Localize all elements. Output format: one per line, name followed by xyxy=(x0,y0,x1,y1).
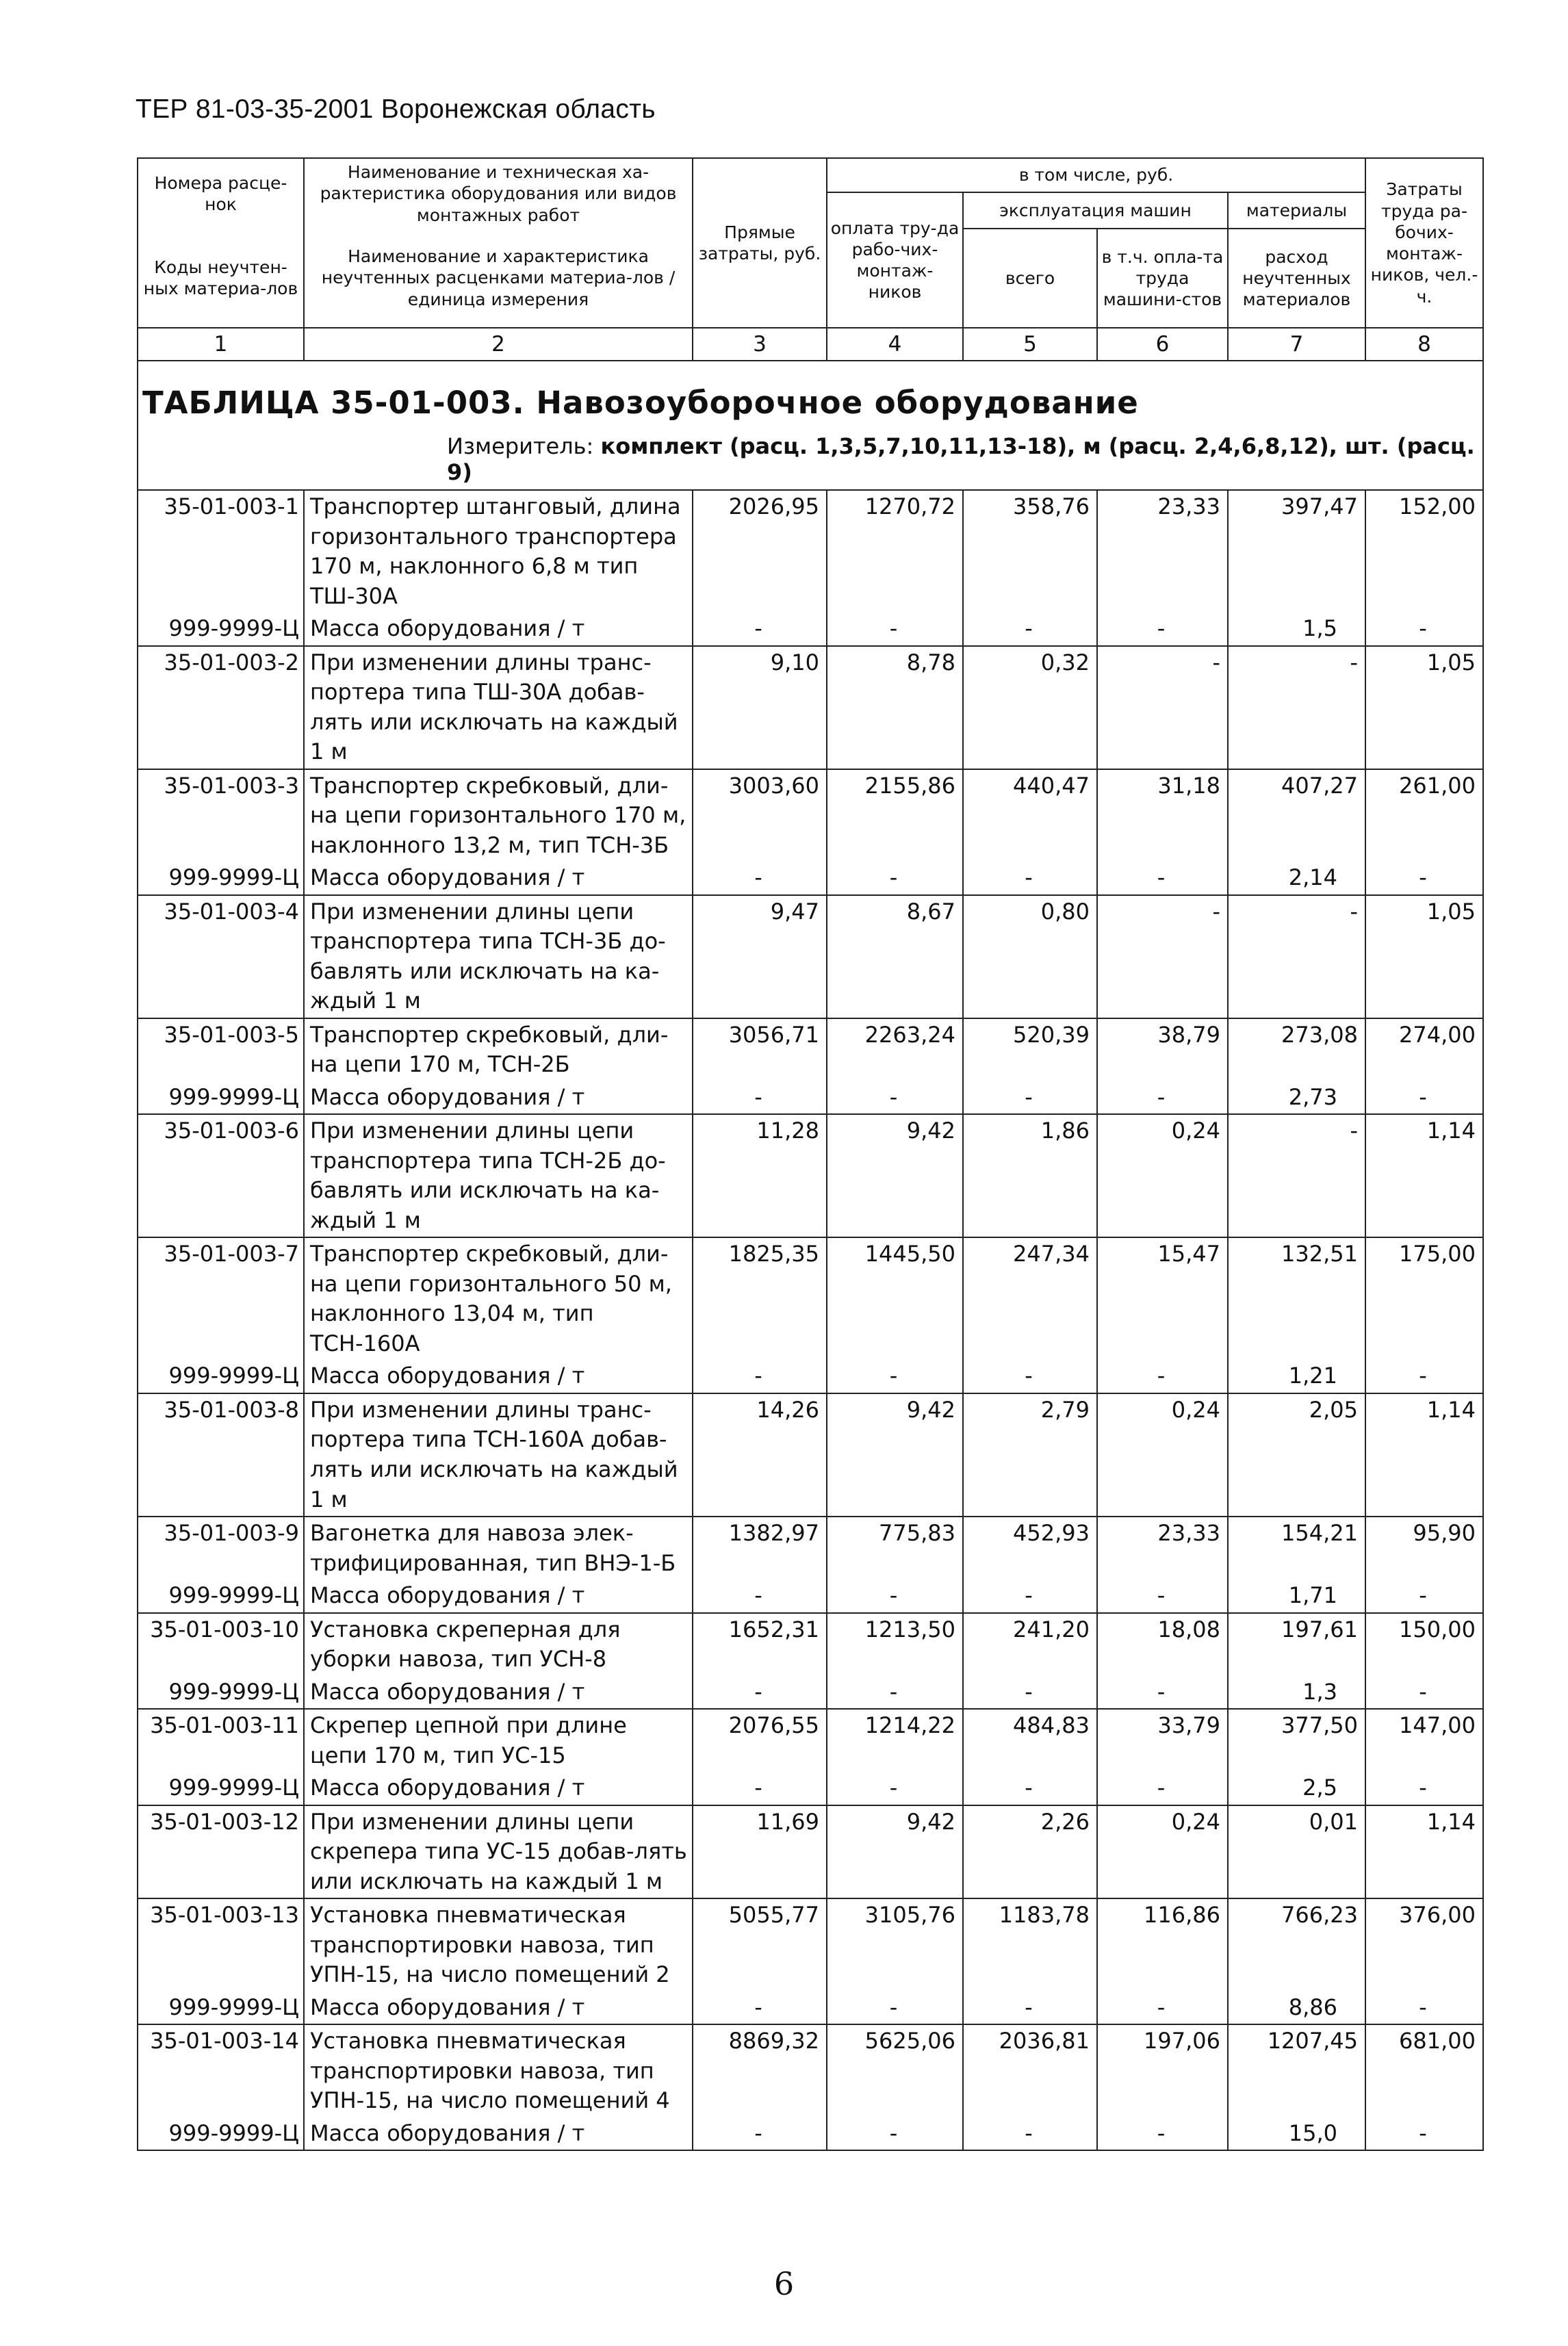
rates-table-container xyxy=(137,157,1482,2151)
material-labor-hours-cell: - xyxy=(1365,2117,1483,2151)
machine-total-cell: 440,47 xyxy=(963,769,1097,862)
labor-hours-cell: 1,14 xyxy=(1365,1114,1483,1237)
material-machine-total-cell: - xyxy=(963,862,1097,895)
material-direct-costs-cell: - xyxy=(693,1081,827,1115)
table-title-block xyxy=(138,361,1483,490)
machine-total-cell: 2,26 xyxy=(963,1805,1097,1899)
rate-name-cell: Установка скреперная для уборки навоза, тип УСН-8 xyxy=(304,1613,693,1676)
table-row xyxy=(138,895,1483,1018)
machine-total-cell: 241,20 xyxy=(963,1613,1097,1676)
material-labor-pay-cell: - xyxy=(827,1580,963,1613)
material-row xyxy=(138,1676,1483,1710)
header-materials: материалы xyxy=(1228,192,1365,229)
rate-name-cell: При изменении длины транс-портера типа ТСН-160А добав-лять или исключать на каждый 1 м xyxy=(304,1393,693,1517)
header-machinist-pay: в т.ч. опла-та труда машини-стов xyxy=(1097,229,1228,328)
labor-pay-cell: 8,78 xyxy=(827,646,963,769)
material-machinist-pay-cell: - xyxy=(1097,1991,1228,2025)
rate-name-cell: Транспортер скребковый, дли-на цепи горизонтального 50 м, наклонного 13,04 м, тип ТСН-160А xyxy=(304,1237,693,1360)
machinist-pay-cell: 0,24 xyxy=(1097,1114,1228,1237)
materials-cell: - xyxy=(1228,1114,1365,1237)
material-machinist-pay-cell: - xyxy=(1097,1772,1228,1805)
labor-pay-cell: 9,42 xyxy=(827,1805,963,1899)
labor-hours-cell: 681,00 xyxy=(1365,2024,1483,2117)
labor-pay-cell: 2155,86 xyxy=(827,769,963,862)
table-row xyxy=(138,1237,1483,1360)
material-rate-name-cell: Масса оборудования / т xyxy=(304,1081,693,1115)
labor-pay-cell: 1270,72 xyxy=(827,490,963,613)
material-materials-cell: 8,86 xyxy=(1228,1991,1365,2025)
material-machinist-pay-cell: - xyxy=(1097,2117,1228,2151)
material-rate-name-cell: Масса оборудования / т xyxy=(304,862,693,895)
material-rate-code-cell: 999-9999-Ц xyxy=(138,862,304,895)
machinist-pay-cell: - xyxy=(1097,895,1228,1018)
direct-costs-cell: 3003,60 xyxy=(693,769,827,862)
rate-code-cell: 35-01-003-7 xyxy=(138,1237,304,1360)
table-row xyxy=(138,2024,1483,2117)
material-materials-cell: 1,3 xyxy=(1228,1676,1365,1710)
material-direct-costs-cell: - xyxy=(693,1360,827,1393)
machinist-pay-cell: 33,79 xyxy=(1097,1709,1228,1772)
machinist-pay-cell: 23,33 xyxy=(1097,490,1228,613)
material-rate-code-cell: 999-9999-Ц xyxy=(138,2117,304,2151)
material-direct-costs-cell: - xyxy=(693,1772,827,1805)
unit-line xyxy=(138,421,1482,489)
material-direct-costs-cell: - xyxy=(693,862,827,895)
material-labor-hours-cell: - xyxy=(1365,1676,1483,1710)
rate-name-cell: Установка пневматическая транспортировки навоза, тип УПН-15, на число помещений 4 xyxy=(304,2024,693,2117)
machinist-pay-cell: 18,08 xyxy=(1097,1613,1228,1676)
header-including: в том числе, руб. xyxy=(827,158,1365,192)
rate-code-cell: 35-01-003-10 xyxy=(138,1613,304,1676)
material-rate-name-cell: Масса оборудования / т xyxy=(304,1991,693,2025)
labor-hours-cell: 152,00 xyxy=(1365,490,1483,613)
header-labor-costs: Затраты труда ра-бочих-монтаж-ников, чел.-ч. xyxy=(1365,158,1483,328)
materials-cell: - xyxy=(1228,895,1365,1018)
table-row xyxy=(138,1114,1483,1237)
rate-code-cell: 35-01-003-11 xyxy=(138,1709,304,1772)
column-number: 4 xyxy=(827,328,963,361)
table-row xyxy=(138,769,1483,862)
header-material-codes: Коды неучтен-ных материа-лов xyxy=(138,229,304,328)
machinist-pay-cell: 116,86 xyxy=(1097,1898,1228,1991)
machine-total-cell: 1183,78 xyxy=(963,1898,1097,1991)
material-machinist-pay-cell: - xyxy=(1097,613,1228,646)
labor-hours-cell: 150,00 xyxy=(1365,1613,1483,1676)
labor-pay-cell: 3105,76 xyxy=(827,1898,963,1991)
labor-pay-cell: 775,83 xyxy=(827,1517,963,1580)
table-header xyxy=(138,158,1483,328)
rate-name-cell: При изменении длины цепи транспортера типа ТСН-3Б до-бавлять или исключать на ка-ждый 1 м xyxy=(304,895,693,1018)
materials-cell: - xyxy=(1228,646,1365,769)
table-row xyxy=(138,1613,1483,1676)
labor-pay-cell: 8,67 xyxy=(827,895,963,1018)
machine-total-cell: 452,93 xyxy=(963,1517,1097,1580)
column-number: 7 xyxy=(1228,328,1365,361)
machinist-pay-cell: 31,18 xyxy=(1097,769,1228,862)
material-direct-costs-cell: - xyxy=(693,1676,827,1710)
rate-code-cell: 35-01-003-5 xyxy=(138,1018,304,1081)
material-row xyxy=(138,613,1483,646)
material-direct-costs-cell: - xyxy=(693,613,827,646)
material-rate-name-cell: Масса оборудования / т xyxy=(304,1360,693,1393)
document-header: ТЕР 81-03-35-2001 Воронежская область xyxy=(136,94,656,124)
material-rate-code-cell: 999-9999-Ц xyxy=(138,1360,304,1393)
material-machine-total-cell: - xyxy=(963,1081,1097,1115)
direct-costs-cell: 5055,77 xyxy=(693,1898,827,1991)
material-row xyxy=(138,1991,1483,2025)
column-number: 8 xyxy=(1365,328,1483,361)
material-materials-cell: 1,71 xyxy=(1228,1580,1365,1613)
rate-name-cell: При изменении длины цепи скрепера типа УС-15 добав-лять или исключать на каждый 1 м xyxy=(304,1805,693,1899)
material-rate-code-cell: 999-9999-Ц xyxy=(138,1580,304,1613)
material-machine-total-cell: - xyxy=(963,1580,1097,1613)
material-labor-hours-cell: - xyxy=(1365,1772,1483,1805)
direct-costs-cell: 1652,31 xyxy=(693,1613,827,1676)
rate-code-cell: 35-01-003-6 xyxy=(138,1114,304,1237)
machine-total-cell: 520,39 xyxy=(963,1018,1097,1081)
rate-name-cell: Установка пневматическая транспортировки навоза, тип УПН-15, на число помещений 2 xyxy=(304,1898,693,1991)
material-direct-costs-cell: - xyxy=(693,1580,827,1613)
rate-code-cell: 35-01-003-13 xyxy=(138,1898,304,1991)
material-labor-hours-cell: - xyxy=(1365,1360,1483,1393)
material-machinist-pay-cell: - xyxy=(1097,1081,1228,1115)
material-machinist-pay-cell: - xyxy=(1097,1580,1228,1613)
column-number-row xyxy=(138,328,1483,361)
material-machinist-pay-cell: - xyxy=(1097,862,1228,895)
labor-hours-cell: 175,00 xyxy=(1365,1237,1483,1360)
material-row xyxy=(138,1360,1483,1393)
material-labor-pay-cell: - xyxy=(827,1676,963,1710)
table-row xyxy=(138,490,1483,613)
materials-cell: 397,47 xyxy=(1228,490,1365,613)
rate-code-cell: 35-01-003-4 xyxy=(138,895,304,1018)
material-machine-total-cell: - xyxy=(963,1360,1097,1393)
machine-total-cell: 358,76 xyxy=(963,490,1097,613)
rate-code-cell: 35-01-003-14 xyxy=(138,2024,304,2117)
labor-hours-cell: 1,05 xyxy=(1365,646,1483,769)
material-machine-total-cell: - xyxy=(963,1991,1097,2025)
header-machine-ops: эксплуатация машин xyxy=(963,192,1228,229)
machinist-pay-cell: 23,33 xyxy=(1097,1517,1228,1580)
rate-code-cell: 35-01-003-8 xyxy=(138,1393,304,1517)
material-labor-hours-cell: - xyxy=(1365,613,1483,646)
machine-total-cell: 247,34 xyxy=(963,1237,1097,1360)
rate-name-cell: Транспортер штанговый, длина горизонтального транспортера 170 м, наклонного 6,8 м тип ТШ-30А xyxy=(304,490,693,613)
materials-cell: 132,51 xyxy=(1228,1237,1365,1360)
material-machinist-pay-cell: - xyxy=(1097,1676,1228,1710)
material-row xyxy=(138,1580,1483,1613)
material-row xyxy=(138,1081,1483,1115)
direct-costs-cell: 14,26 xyxy=(693,1393,827,1517)
header-rate-numbers: Номера расце-нок xyxy=(138,158,304,229)
material-rate-code-cell: 999-9999-Ц xyxy=(138,1676,304,1710)
material-labor-pay-cell: - xyxy=(827,1360,963,1393)
material-rate-code-cell: 999-9999-Ц xyxy=(138,1772,304,1805)
direct-costs-cell: 9,47 xyxy=(693,895,827,1018)
material-direct-costs-cell: - xyxy=(693,1991,827,2025)
material-materials-cell: 15,0 xyxy=(1228,2117,1365,2151)
table-row xyxy=(138,1709,1483,1772)
machinist-pay-cell: 15,47 xyxy=(1097,1237,1228,1360)
rate-code-cell: 35-01-003-12 xyxy=(138,1805,304,1899)
rate-name-cell: Транспортер скребковый, дли-на цепи горизонтального 170 м, наклонного 13,2 м, тип ТСН-3Б xyxy=(304,769,693,862)
material-machine-total-cell: - xyxy=(963,2117,1097,2151)
material-materials-cell: 2,14 xyxy=(1228,862,1365,895)
material-rate-name-cell: Масса оборудования / т xyxy=(304,613,693,646)
machine-total-cell: 2,79 xyxy=(963,1393,1097,1517)
machine-total-cell: 0,80 xyxy=(963,895,1097,1018)
machinist-pay-cell: 0,24 xyxy=(1097,1393,1228,1517)
labor-hours-cell: 1,14 xyxy=(1365,1393,1483,1517)
unit-value: комплект (расц. 1,3,5,7,10,11,13-18), м (расц. 2,4,6,8,12), шт. (расц. 9) xyxy=(447,433,1475,485)
machine-total-cell: 0,32 xyxy=(963,646,1097,769)
direct-costs-cell: 2026,95 xyxy=(693,490,827,613)
machinist-pay-cell: 0,24 xyxy=(1097,1805,1228,1899)
labor-pay-cell: 2263,24 xyxy=(827,1018,963,1081)
table-title: ТАБЛИЦА 35-01-003. Навозоуборочное оборудование xyxy=(142,385,1139,421)
material-rate-name-cell: Масса оборудования / т xyxy=(304,1676,693,1710)
material-direct-costs-cell: - xyxy=(693,2117,827,2151)
rate-code-cell: 35-01-003-1 xyxy=(138,490,304,613)
table-row xyxy=(138,1898,1483,1991)
direct-costs-cell: 9,10 xyxy=(693,646,827,769)
machine-total-cell: 1,86 xyxy=(963,1114,1097,1237)
header-labor-pay: оплата тру-да рабо-чих-монтаж-ников xyxy=(827,192,963,328)
machine-total-cell: 484,83 xyxy=(963,1709,1097,1772)
labor-hours-cell: 274,00 xyxy=(1365,1018,1483,1081)
material-rate-code-cell: 999-9999-Ц xyxy=(138,613,304,646)
material-rate-name-cell: Масса оборудования / т xyxy=(304,2117,693,2151)
material-rate-code-cell: 999-9999-Ц xyxy=(138,1991,304,2025)
header-materials-unaccounted: расход неучтенных материалов xyxy=(1228,229,1365,328)
direct-costs-cell: 8869,32 xyxy=(693,2024,827,2117)
page-number: 6 xyxy=(773,2265,795,2302)
material-machine-total-cell: - xyxy=(963,1676,1097,1710)
labor-hours-cell: 376,00 xyxy=(1365,1898,1483,1991)
rate-name-cell: Вагонетка для навоза элек-трифицированная, тип ВНЭ-1-Б xyxy=(304,1517,693,1580)
table-row xyxy=(138,1517,1483,1580)
materials-cell: 197,61 xyxy=(1228,1613,1365,1676)
column-number: 5 xyxy=(963,328,1097,361)
materials-cell: 377,50 xyxy=(1228,1709,1365,1772)
material-materials-cell: 2,73 xyxy=(1228,1081,1365,1115)
labor-pay-cell: 9,42 xyxy=(827,1393,963,1517)
column-number: 2 xyxy=(304,328,693,361)
table-body xyxy=(138,490,1483,2150)
material-materials-cell: 1,21 xyxy=(1228,1360,1365,1393)
material-materials-cell: 1,5 xyxy=(1228,613,1365,646)
material-rate-name-cell: Масса оборудования / т xyxy=(304,1580,693,1613)
direct-costs-cell: 1825,35 xyxy=(693,1237,827,1360)
rate-name-cell: При изменении длины транс-портера типа ТШ-30А добав-лять или исключать на каждый 1 м xyxy=(304,646,693,769)
material-rate-code-cell: 999-9999-Ц xyxy=(138,1081,304,1115)
rate-code-cell: 35-01-003-2 xyxy=(138,646,304,769)
rates-table xyxy=(137,157,1484,2151)
material-labor-pay-cell: - xyxy=(827,1991,963,2025)
header-direct-costs: Прямые затраты, руб. xyxy=(693,158,827,328)
column-number: 3 xyxy=(693,328,827,361)
rate-name-cell: При изменении длины цепи транспортера типа ТСН-2Б до-бавлять или исключать на ка-ждый 1 м xyxy=(304,1114,693,1237)
machinist-pay-cell: 197,06 xyxy=(1097,2024,1228,2117)
rate-name-cell: Скрепер цепной при длине цепи 170 м, тип УС-15 xyxy=(304,1709,693,1772)
material-labor-pay-cell: - xyxy=(827,613,963,646)
material-row xyxy=(138,862,1483,895)
material-labor-pay-cell: - xyxy=(827,862,963,895)
material-labor-hours-cell: - xyxy=(1365,1991,1483,2025)
direct-costs-cell: 1382,97 xyxy=(693,1517,827,1580)
rate-code-cell: 35-01-003-9 xyxy=(138,1517,304,1580)
table-row xyxy=(138,646,1483,769)
column-number: 1 xyxy=(138,328,304,361)
labor-pay-cell: 9,42 xyxy=(827,1114,963,1237)
labor-pay-cell: 1445,50 xyxy=(827,1237,963,1360)
direct-costs-cell: 11,69 xyxy=(693,1805,827,1899)
header-name-bottom: Наименование и характеристика неучтенных расценками материа-лов / единица измерения xyxy=(304,229,693,328)
labor-pay-cell: 1213,50 xyxy=(827,1613,963,1676)
labor-hours-cell: 261,00 xyxy=(1365,769,1483,862)
machinist-pay-cell: - xyxy=(1097,646,1228,769)
materials-cell: 0,01 xyxy=(1228,1805,1365,1899)
material-rate-name-cell: Масса оборудования / т xyxy=(304,1772,693,1805)
machinist-pay-cell: 38,79 xyxy=(1097,1018,1228,1081)
material-labor-hours-cell: - xyxy=(1365,1580,1483,1613)
machine-total-cell: 2036,81 xyxy=(963,2024,1097,2117)
unit-label: Измеритель: xyxy=(447,433,594,459)
rate-name-cell: Транспортер скребковый, дли-на цепи 170 м, ТСН-2Б xyxy=(304,1018,693,1081)
material-machine-total-cell: - xyxy=(963,613,1097,646)
header-name-top: Наименование и техническая ха-рактеристика оборудования или видов монтажных работ xyxy=(304,158,693,229)
material-labor-pay-cell: - xyxy=(827,1772,963,1805)
rate-code-cell: 35-01-003-3 xyxy=(138,769,304,862)
labor-pay-cell: 1214,22 xyxy=(827,1709,963,1772)
material-labor-hours-cell: - xyxy=(1365,1081,1483,1115)
material-row xyxy=(138,2117,1483,2151)
materials-cell: 407,27 xyxy=(1228,769,1365,862)
material-labor-pay-cell: - xyxy=(827,2117,963,2151)
labor-hours-cell: 95,90 xyxy=(1365,1517,1483,1580)
material-row xyxy=(138,1772,1483,1805)
header-machine-total: всего xyxy=(963,229,1097,328)
direct-costs-cell: 11,28 xyxy=(693,1114,827,1237)
materials-cell: 1207,45 xyxy=(1228,2024,1365,2117)
materials-cell: 273,08 xyxy=(1228,1018,1365,1081)
direct-costs-cell: 2076,55 xyxy=(693,1709,827,1772)
table-row xyxy=(138,1805,1483,1899)
material-machinist-pay-cell: - xyxy=(1097,1360,1228,1393)
material-labor-hours-cell: - xyxy=(1365,862,1483,895)
materials-cell: 154,21 xyxy=(1228,1517,1365,1580)
material-labor-pay-cell: - xyxy=(827,1081,963,1115)
labor-pay-cell: 5625,06 xyxy=(827,2024,963,2117)
labor-hours-cell: 1,14 xyxy=(1365,1805,1483,1899)
table-row xyxy=(138,1393,1483,1517)
direct-costs-cell: 3056,71 xyxy=(693,1018,827,1081)
materials-cell: 766,23 xyxy=(1228,1898,1365,1991)
material-materials-cell: 2,5 xyxy=(1228,1772,1365,1805)
material-machine-total-cell: - xyxy=(963,1772,1097,1805)
labor-hours-cell: 1,05 xyxy=(1365,895,1483,1018)
table-row xyxy=(138,1018,1483,1081)
labor-hours-cell: 147,00 xyxy=(1365,1709,1483,1772)
materials-cell: 2,05 xyxy=(1228,1393,1365,1517)
column-number: 6 xyxy=(1097,328,1228,361)
